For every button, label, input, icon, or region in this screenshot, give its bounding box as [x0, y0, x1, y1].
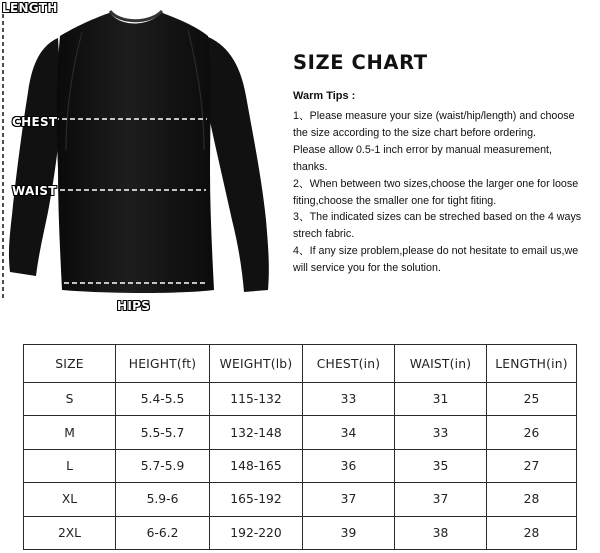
header-weight: WEIGHT(lb) — [210, 345, 303, 383]
header-chest: CHEST(in) — [303, 345, 395, 383]
hips-label: HIPS — [117, 299, 151, 313]
table-cell: 132-148 — [210, 416, 303, 449]
length-label: LENGTH — [2, 1, 58, 15]
tip-line: the size according to the size chart before ordering. — [293, 126, 536, 139]
table-cell: XL — [24, 483, 116, 516]
table-cell: S — [24, 383, 116, 416]
table-cell: 28 — [487, 516, 577, 549]
table-cell: 5.4-5.5 — [116, 383, 210, 416]
table-cell: M — [24, 416, 116, 449]
table-cell: 37 — [303, 483, 395, 516]
table-cell: 39 — [303, 516, 395, 549]
table-cell: L — [24, 449, 116, 482]
tip-line: strech fabric. — [293, 228, 355, 241]
table-cell: 192-220 — [210, 516, 303, 549]
table-cell: 6-6.2 — [116, 516, 210, 549]
size-chart-title: SIZE CHART — [293, 51, 428, 74]
table-row — [24, 416, 577, 449]
tip-line: thanks. — [293, 160, 328, 173]
left-sleeve-shape — [9, 38, 62, 276]
table-cell: 37 — [395, 483, 487, 516]
table-cell: 33 — [303, 383, 395, 416]
warm-tips-heading: Warm Tips : — [293, 90, 356, 102]
table-cell: 25 — [487, 383, 577, 416]
table-row — [24, 449, 577, 482]
header-length: LENGTH(in) — [487, 345, 577, 383]
tip-line: Please allow 0.5-1 inch error by manual measurement, — [293, 143, 552, 156]
tip-line: fiting,choose the smaller one for tight fiting. — [293, 194, 497, 207]
tip-line: 2、When between two sizes,choose the larger one for loose — [293, 177, 579, 190]
table-cell: 5.9-6 — [116, 483, 210, 516]
table-cell: 5.5-5.7 — [116, 416, 210, 449]
table-cell: 34 — [303, 416, 395, 449]
chest-label: CHEST — [12, 115, 58, 129]
table-cell: 28 — [487, 483, 577, 516]
shirt-illustration — [0, 0, 290, 340]
header-size: SIZE — [24, 345, 116, 383]
tip-line: 4、If any size problem,please do not hesitate to email us,we — [293, 245, 579, 258]
table-row — [24, 383, 577, 416]
table-row — [24, 516, 577, 549]
table-cell: 38 — [395, 516, 487, 549]
tip-line: 3、The indicated sizes can be streched based on the 4 ways — [293, 211, 582, 224]
header-height: HEIGHT(ft) — [116, 345, 210, 383]
table-cell: 2XL — [24, 516, 116, 549]
table-cell: 148-165 — [210, 449, 303, 482]
table-cell: 31 — [395, 383, 487, 416]
table-cell: 27 — [487, 449, 577, 482]
table-cell: 165-192 — [210, 483, 303, 516]
tip-line: will service you for the solution. — [293, 262, 441, 275]
table-cell: 36 — [303, 449, 395, 482]
table-header-row — [24, 345, 577, 383]
size-table — [23, 344, 577, 550]
torso-shape — [57, 12, 214, 293]
table-cell: 33 — [395, 416, 487, 449]
waist-label: WAIST — [12, 184, 57, 198]
table-cell: 115-132 — [210, 383, 303, 416]
table-cell: 26 — [487, 416, 577, 449]
header-waist: WAIST(in) — [395, 345, 487, 383]
right-sleeve-shape — [206, 36, 269, 292]
table-cell: 35 — [395, 449, 487, 482]
table-row — [24, 483, 577, 516]
tip-line: 1、Please measure your size (waist/hip/length) and choose — [293, 110, 575, 122]
table-cell: 5.7-5.9 — [116, 449, 210, 482]
warm-tips-text — [293, 108, 599, 277]
